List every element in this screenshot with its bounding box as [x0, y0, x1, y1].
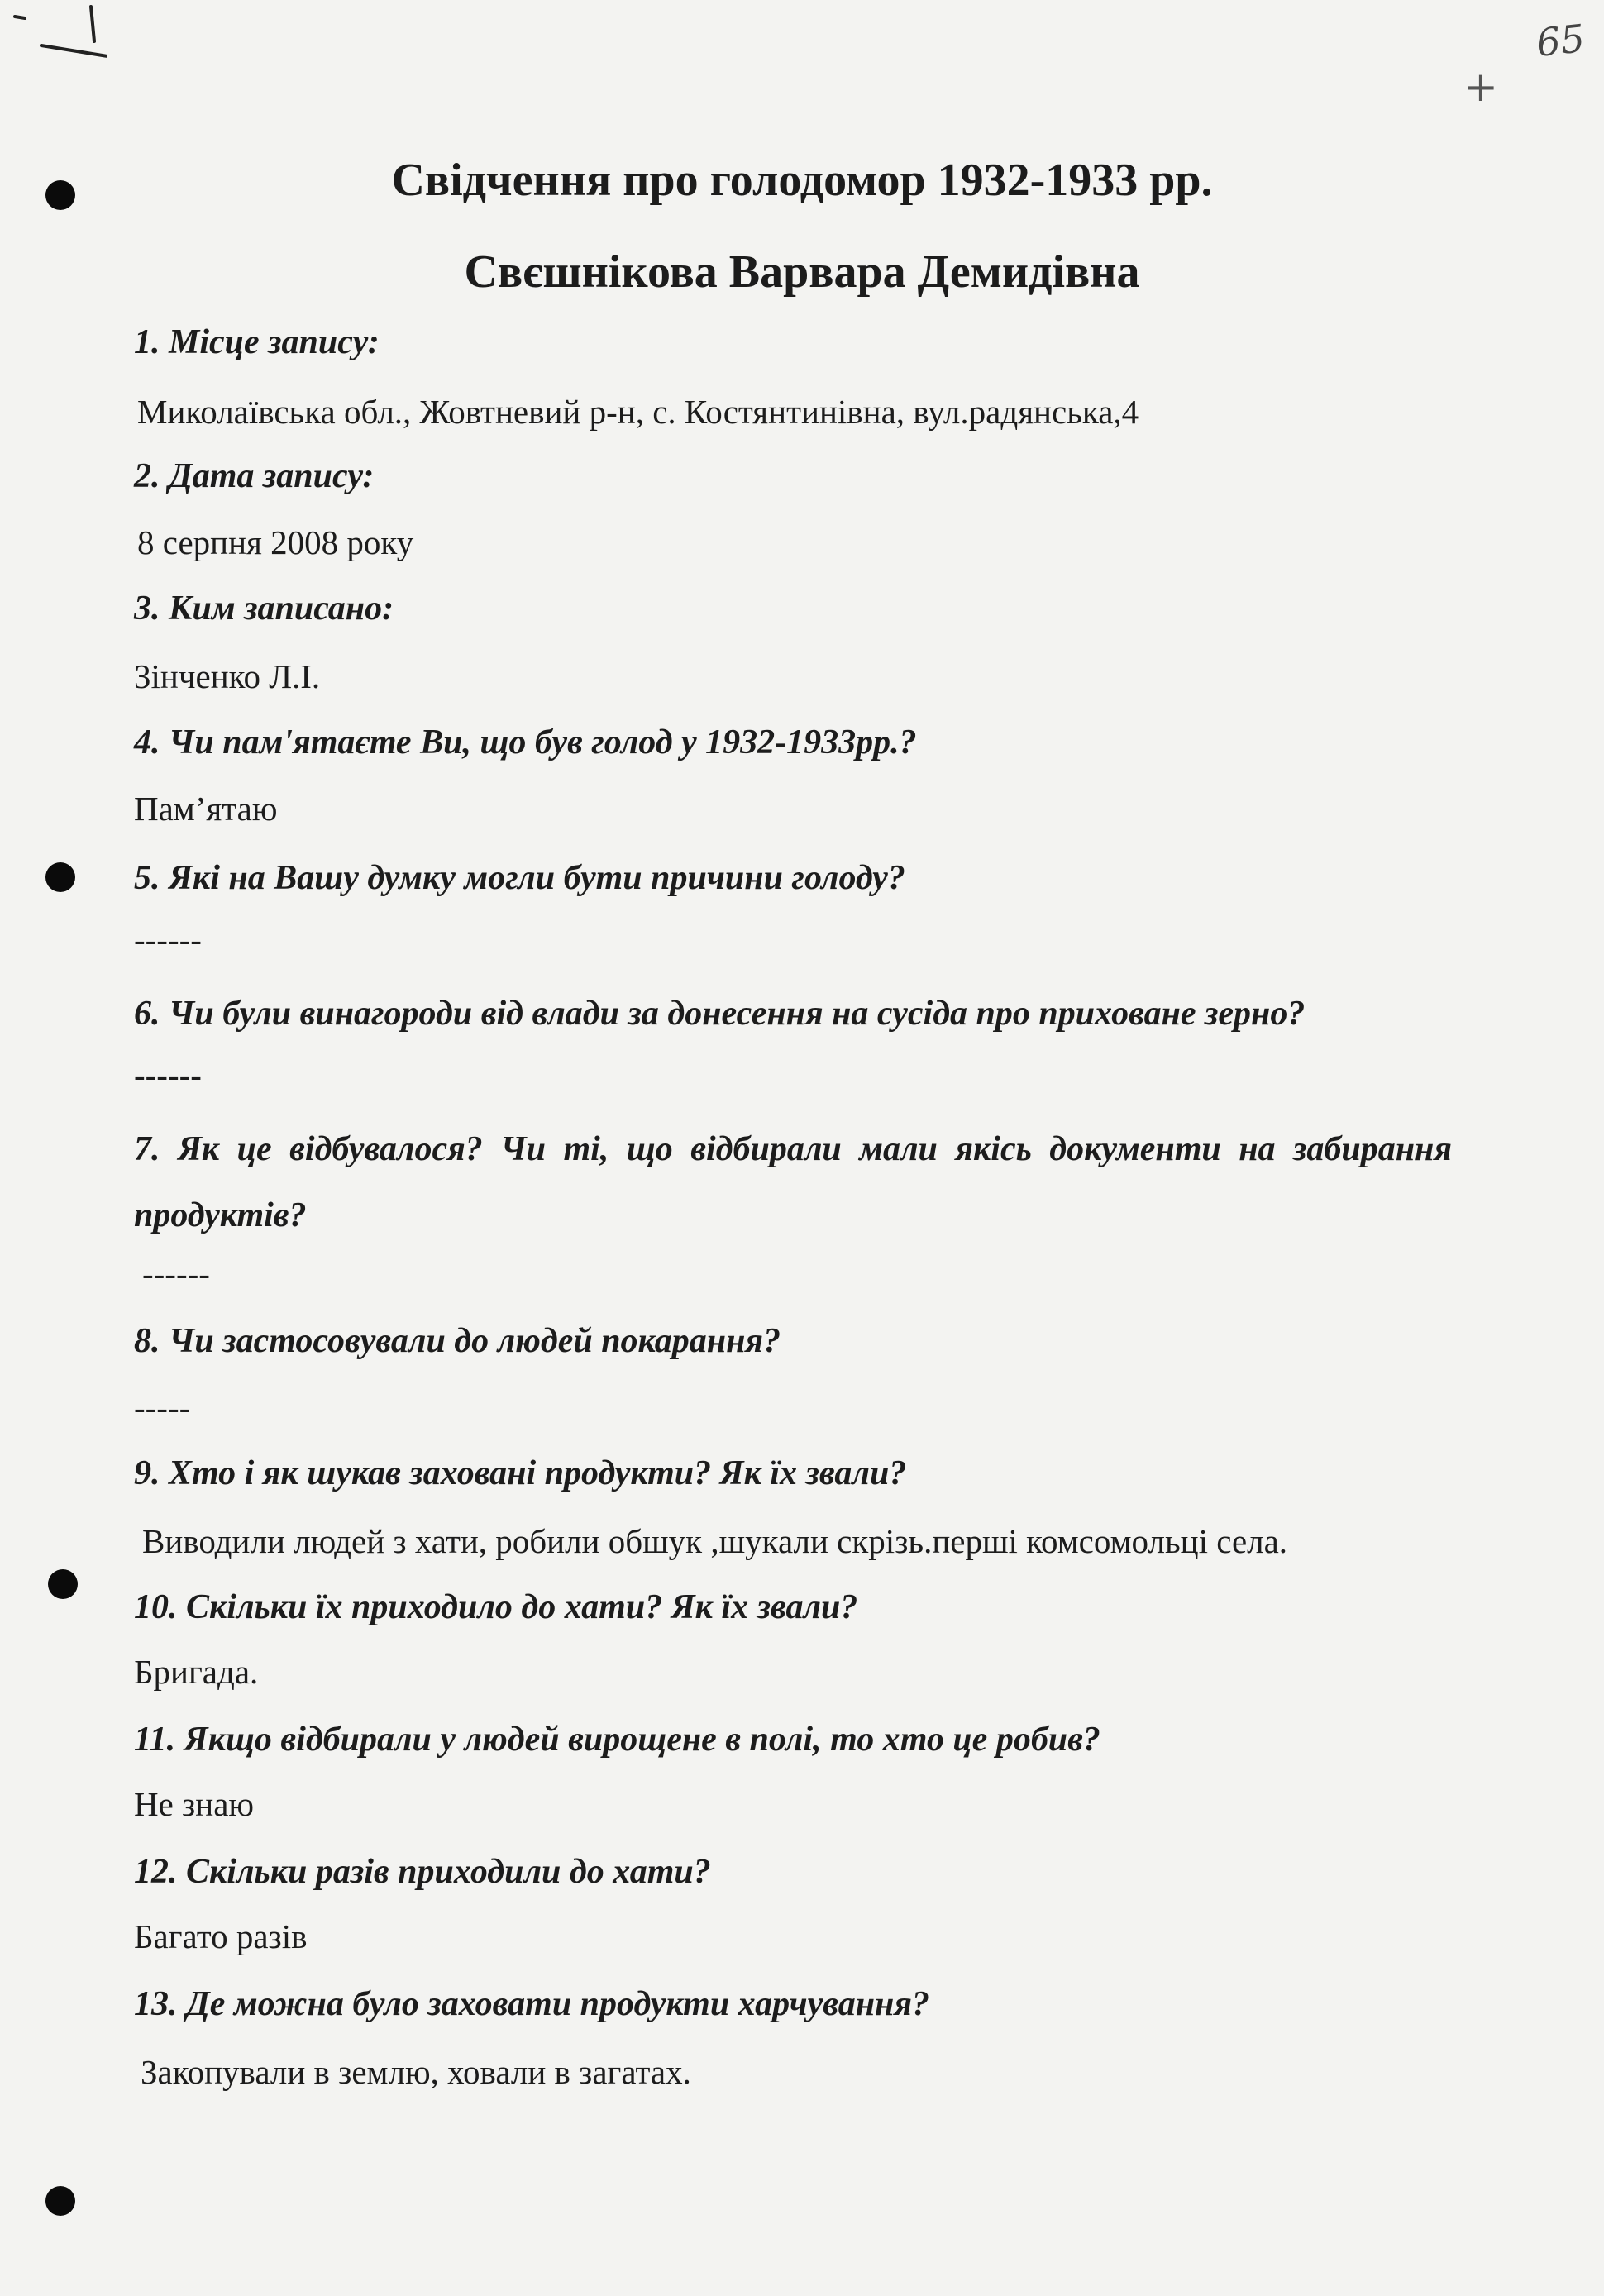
answer-10: Бригада. — [134, 1653, 259, 1691]
page-number: 65 — [1534, 16, 1587, 65]
question-5: 5. Які на Вашу думку могли бути причини голоду? — [134, 859, 905, 897]
question-10: 10. Скільки їх приходило до хати? Як їх звали? — [134, 1588, 858, 1626]
question-2: 2. Дата запису: — [134, 457, 375, 495]
answer-11: Не знаю — [134, 1785, 255, 1823]
punch-hole-3 — [48, 1569, 78, 1599]
question-1: 1. Місце запису: — [134, 323, 380, 361]
answer-1: Миколаївська обл., Жовтневий р-н, с. Костянтинівна, вул.радянська,4 — [137, 393, 1139, 431]
answer-13: Закопували в землю, ховали в загатах. — [141, 2053, 691, 2091]
answer-8: ----- — [134, 1388, 191, 1426]
question-7: 7. Як це відбувалося? Чи ті, що відбирали мали якісь документи на забирання продуктів? — [134, 1130, 1452, 1234]
punch-hole-4 — [45, 2186, 75, 2216]
question-13: 13. Де можна було заховати продукти харчування? — [134, 1985, 930, 2023]
answer-6: ------ — [134, 1056, 202, 1094]
question-12: 12. Скільки разів приходили до хати? — [134, 1853, 711, 1891]
page-mark: + — [1463, 63, 1498, 111]
question-6: 6. Чи були винагороди від влади за донесення на сусіда про приховане зерно? — [134, 995, 1306, 1033]
punch-hole-2 — [45, 862, 75, 892]
page-subtitle: Свєшнікова Варвара Демидівна — [464, 246, 1140, 298]
answer-12: Багато разів — [134, 1917, 308, 1955]
answer-4: Пам’ятаю — [134, 790, 278, 828]
question-9: 9. Хто і як шукав заховані продукти? Як їх звали? — [134, 1454, 907, 1492]
page-title: Свідчення про голодомор 1932-1933 рр. — [391, 155, 1213, 206]
answer-7: ------ — [142, 1254, 210, 1292]
question-4: 4. Чи пам'ятаєте Ви, що був голод у 1932-1933рр.? — [134, 723, 917, 761]
corner-scribble-icon — [8, 0, 107, 66]
question-8: 8. Чи застосовували до людей покарання? — [134, 1322, 781, 1360]
answer-5: ------ — [134, 920, 202, 958]
answer-9: Виводили людей з хати, робили обшук ,шукали скрізь.перші комсомольці села. — [142, 1522, 1288, 1560]
question-11: 11. Якщо відбирали у людей вирощене в полі, то хто це робив? — [134, 1721, 1100, 1759]
question-3: 3. Ким записано: — [134, 590, 394, 628]
answer-3: Зінченко Л.І. — [134, 657, 321, 695]
answer-2: 8 серпня 2008 року — [137, 523, 414, 561]
